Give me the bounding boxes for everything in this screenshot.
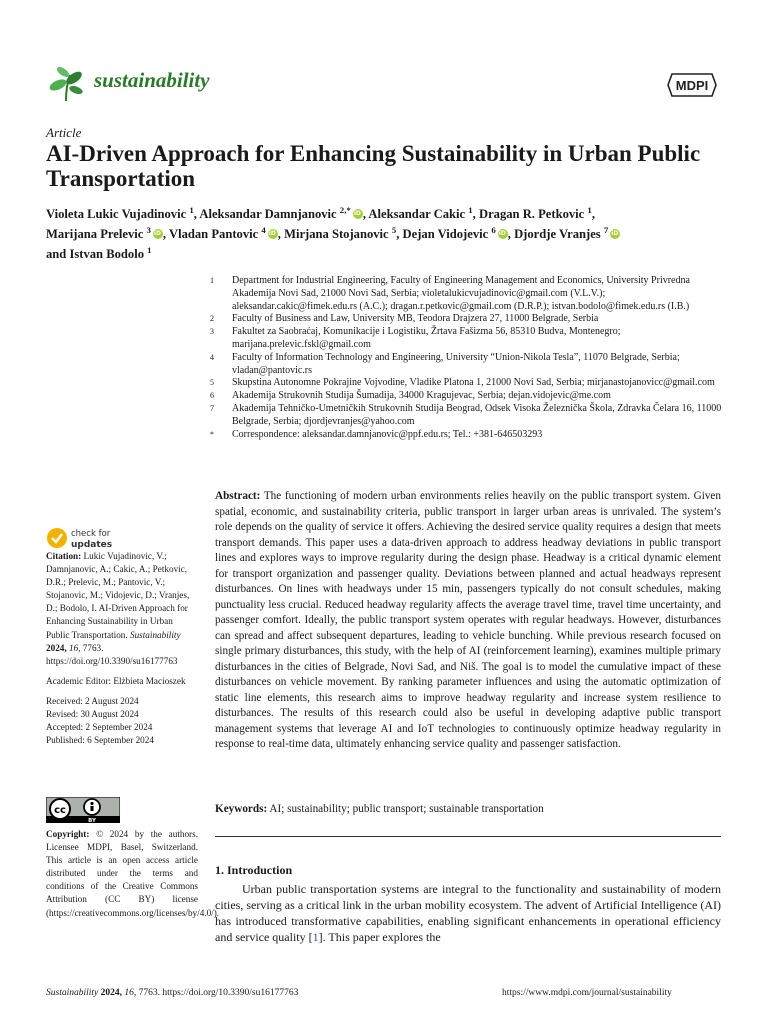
author-affil-sup: 5 bbox=[391, 225, 397, 236]
keywords bbox=[215, 802, 721, 817]
orcid-icon[interactable] bbox=[268, 229, 278, 239]
affiliation-text: Akademija Tehničko-Umetničkih Strukovnih Studija Beograd, Odsek Visoka Železnička Škola, Zdravka Čelara 16, 11000 Belgrade, Serbia; djordjevranjes@yahoo.com bbox=[232, 402, 722, 427]
article-type: Article bbox=[46, 125, 82, 140]
revised-date: Revised: 30 August 2024 bbox=[46, 709, 139, 720]
author-affil-sup: 1 bbox=[189, 205, 194, 215]
author-affil-sup: 1 bbox=[587, 205, 592, 215]
footer-year: 2024, bbox=[100, 988, 122, 998]
author-name[interactable]: Dejan Vidojevic bbox=[402, 227, 489, 242]
check-updates-line1: check for bbox=[71, 529, 111, 539]
footer-journal: Sustainability bbox=[46, 988, 99, 998]
author-affil-sup: 1 bbox=[147, 245, 152, 256]
abstract-text: The functioning of modern urban environments relies heavily on the public transport system. Given spatial, economic, and sustainability criteria, public transport in larger urban areas is unrivaled. The system’s role depends on the quality of service it offers. Achieving the desired service quality requires a design that meets transport demands. This paper uses a data-driven approach to address headway deviations in public transport lines and explores ways to improve regularity during the design phase. Headway is a critical dynamic element for transport organization and passenger quality. Deviations between planned and actual headways represent disturbances. On lines with headways under 15 min, passengers typically do not consult schedules, making punctuality less crucial. Reduced headway regularity affects the average travel time, travel time uncertainty, and passenger comfort. Ideally, the public transport system operates with regular headways. However, disturbances can spread and affect subsequent departures, leading to vehicle bunching. While previous research focused on single primary disturbances, this study, with the help of AI (reinforcement learning), examines multiple primary disturbances in the cities of Belgrade, Novi Sad, and Niš. The goal is to model the cumulative impact of these disturbances on vehicle movement. By ranking parameter influences and using the automatic optimization of static line elements, this research aims to improve headway regularity and increase system resilience to disturbances. The results of this research could also be useful in developing adaptive public transport management systems that leverage AI and IoT technologies to continuously optimize headway regularity in response to real-time data, ultimately enhancing service quality and passenger satisfaction. bbox=[215, 490, 721, 750]
footer-citation bbox=[46, 988, 298, 998]
published-date: Published: 6 September 2024 bbox=[46, 735, 154, 746]
journal-name[interactable]: sustainability bbox=[94, 68, 210, 92]
author-name[interactable]: Dragan R. Petkovic bbox=[478, 207, 585, 222]
author-list: Violeta Lukic Vujadinovic $^1$, Aleksandar Damnjanovic $^{2,*}$iD , Aleksandar Cakic $^1$, Dragan R. Petkovic $^1$, Marijana Prelevic $^3$iD , Vladan Pantovic $^4$iD , Mirjana Stojanovic $^5$, Dejan Vidojevic $^6$iD , Djordje Vranjes $^7$iD and Istvan Bodolo $^1$ bbox=[46, 202, 726, 263]
received-date: Received: 2 August 2024 bbox=[46, 695, 139, 706]
citation-label: Citation: bbox=[46, 551, 82, 561]
mdpi-logo-text: MDPI bbox=[675, 78, 709, 93]
affiliation-item bbox=[210, 313, 725, 326]
section-heading-introduction: 1. Introduction bbox=[215, 863, 293, 877]
affiliations-list bbox=[210, 275, 725, 441]
sustainability-leaf-logo bbox=[46, 63, 86, 103]
citation-volume: 16, bbox=[68, 642, 81, 653]
affiliation-text: Fakultet za Saobraćaj, Komunikacije i Logistiku, Žrtava Fašizma 56, 85310 Budva, Montenegro; marijana.prelevic.fskl@gmail.com bbox=[232, 326, 621, 350]
intro-text: Urban public transportation systems are integral to the functionality and sustainability of modern cities, serving as a critical link in the urban mobility ecosystem. The advent of Artificial Intelligence (AI) has introduced transformative capabilities, enabling significant enhancements in operational efficiency and service quality [ bbox=[215, 882, 721, 944]
copyright-notice bbox=[46, 828, 220, 920]
footer-doi-link[interactable]: 7763. https://doi.org/10.3390/su16177763 bbox=[138, 988, 299, 998]
mdpi-logo[interactable] bbox=[666, 70, 718, 100]
cc-by-license-badge[interactable] bbox=[46, 797, 120, 823]
affiliation-item bbox=[210, 326, 725, 352]
copyright-text: © 2024 by the authors. Licensee MDPI, Basel, Switzerland. This article is an open access article distributed under the terms and conditions of the Creative Commons Attribution (CC BY) license (https://creativecommons.org/licenses/by/4.0/). bbox=[46, 829, 220, 918]
check-for-updates-badge[interactable] bbox=[46, 526, 136, 552]
introduction-paragraph bbox=[215, 881, 721, 945]
affiliation-item bbox=[210, 275, 725, 313]
affiliation-item bbox=[210, 390, 725, 403]
orcid-icon[interactable] bbox=[353, 209, 363, 219]
affiliation-item bbox=[210, 377, 725, 390]
author-affil-sup: 7 bbox=[603, 225, 609, 236]
affiliation-text: Akademija Strukovnih Studija Šumadija, 34000 Kragujevac, Serbia; dejan.vidojevic@me.com bbox=[232, 390, 611, 402]
author-name[interactable]: Mirjana Stojanovic bbox=[284, 227, 389, 242]
affiliation-number: 2 bbox=[210, 314, 214, 324]
affiliation-item bbox=[210, 352, 725, 378]
citation-block bbox=[46, 550, 198, 668]
author-name[interactable]: Djordje Vranjes bbox=[514, 227, 601, 242]
svg-text:cc: cc bbox=[54, 805, 66, 816]
affiliation-text: Faculty of Information Technology and Engineering, University “Union-Nikola Tesla”, 11070 Belgrade, Serbia; vladan@pantovic.rs bbox=[232, 351, 680, 376]
author-name[interactable]: Istvan Bodolo bbox=[69, 247, 145, 262]
author-name[interactable]: Aleksandar Cakic bbox=[368, 207, 466, 222]
keywords-text: AI; sustainability; public transport; sustainable transportation bbox=[269, 803, 544, 815]
affiliation-item bbox=[210, 403, 725, 429]
footer-journal-url[interactable]: https://www.mdpi.com/journal/sustainability bbox=[502, 988, 672, 998]
abstract-label: Abstract: bbox=[215, 490, 261, 502]
affiliation-item bbox=[210, 429, 725, 442]
author-name[interactable]: Vladan Pantovic bbox=[168, 227, 259, 242]
citation-doi-link[interactable]: 7763. https://doi.org/10.3390/su16177763 bbox=[46, 642, 178, 666]
citation-journal: Sustainability bbox=[129, 629, 181, 640]
affiliation-number: 6 bbox=[210, 391, 214, 401]
affiliation-text: Skupstina Autonomne Pokrajine Vojvodine, Vladike Platona 1, 21000 Novi Sad, Serbia; mirjanastojanovicc@gmail.com bbox=[232, 377, 715, 389]
citation-text: Lukic Vujadinovic, V.; Damnjanovic, A.; Cakic, A.; Petkovic, D.R.; Prelevic, M.; Pantovic, V.; Stojanovic, M.; Vidojevic, D.; Vranjes, D.; Bodolo, I. AI-Driven Approach for Enhancing Sustainability in Urban Public Transportation. bbox=[46, 551, 190, 640]
copyright-label: Copyright: bbox=[46, 829, 90, 839]
footer-volume: 16, bbox=[124, 988, 137, 998]
orcid-icon[interactable] bbox=[610, 229, 620, 239]
author-name[interactable]: Marijana Prelevic bbox=[46, 227, 144, 242]
abstract bbox=[215, 489, 721, 753]
affiliation-number: 4 bbox=[210, 352, 214, 362]
citation-year: 2024, bbox=[46, 642, 67, 653]
affiliation-number: * bbox=[210, 429, 214, 439]
affiliation-text: Faculty of Business and Law, University MB, Teodora Drajzera 27, 11000 Belgrade, Serbia bbox=[232, 313, 599, 325]
affiliation-number: 7 bbox=[210, 403, 214, 413]
cc-badge-text: BY bbox=[88, 818, 96, 823]
author-affil-sup: 4 bbox=[261, 225, 266, 236]
affiliation-number: 3 bbox=[210, 327, 214, 337]
author-affil-sup: 3 bbox=[146, 225, 151, 236]
author-affil-sup: 1 bbox=[468, 205, 473, 215]
affiliation-number: 5 bbox=[210, 378, 214, 388]
author-affil-sup: 6 bbox=[491, 225, 496, 236]
keywords-label: Keywords: bbox=[215, 803, 268, 815]
affiliation-text: Department for Industrial Engineering, Faculty of Engineering Management and Economics, University Privredna Akademija Novi Sad, 21000 Novi Sad, Serbia; violetalukicvujadinovic@gmail.com (V.L.V.); aleksandar.cakic@fimek.edu.rs (A.C.); dragan.r.petkovic@gmail.com (D.R.P.); istvan.bodolo@fimek.edu.rs (I.B.) bbox=[232, 275, 690, 312]
author-affil-sup: 2,* bbox=[339, 205, 351, 215]
academic-editor: Academic Editor: Elżbieta Macioszek bbox=[46, 675, 186, 686]
article-title: AI-Driven Approach for Enhancing Sustainability in Urban Public Transportation bbox=[46, 141, 701, 191]
affiliation-number: 1 bbox=[210, 276, 214, 285]
check-for-updates-icon bbox=[47, 528, 67, 548]
orcid-icon[interactable] bbox=[153, 229, 163, 239]
accepted-date: Accepted: 2 September 2024 bbox=[46, 722, 153, 733]
check-updates-line2: updates bbox=[71, 540, 113, 550]
author-name[interactable]: Aleksandar Damnjanovic bbox=[199, 207, 337, 222]
affiliation-text: Correspondence: aleksandar.damnjanovic@ppf.edu.rs; Tel.: +381-646503293 bbox=[232, 428, 543, 440]
author-name[interactable]: Violeta Lukic Vujadinovic bbox=[46, 207, 187, 222]
orcid-icon[interactable] bbox=[498, 229, 508, 239]
intro-text-cont: ]. This paper explores the bbox=[318, 930, 441, 944]
reference-link[interactable]: 1 bbox=[312, 930, 319, 944]
sidebar-metadata bbox=[46, 550, 198, 747]
section-divider bbox=[215, 836, 721, 837]
